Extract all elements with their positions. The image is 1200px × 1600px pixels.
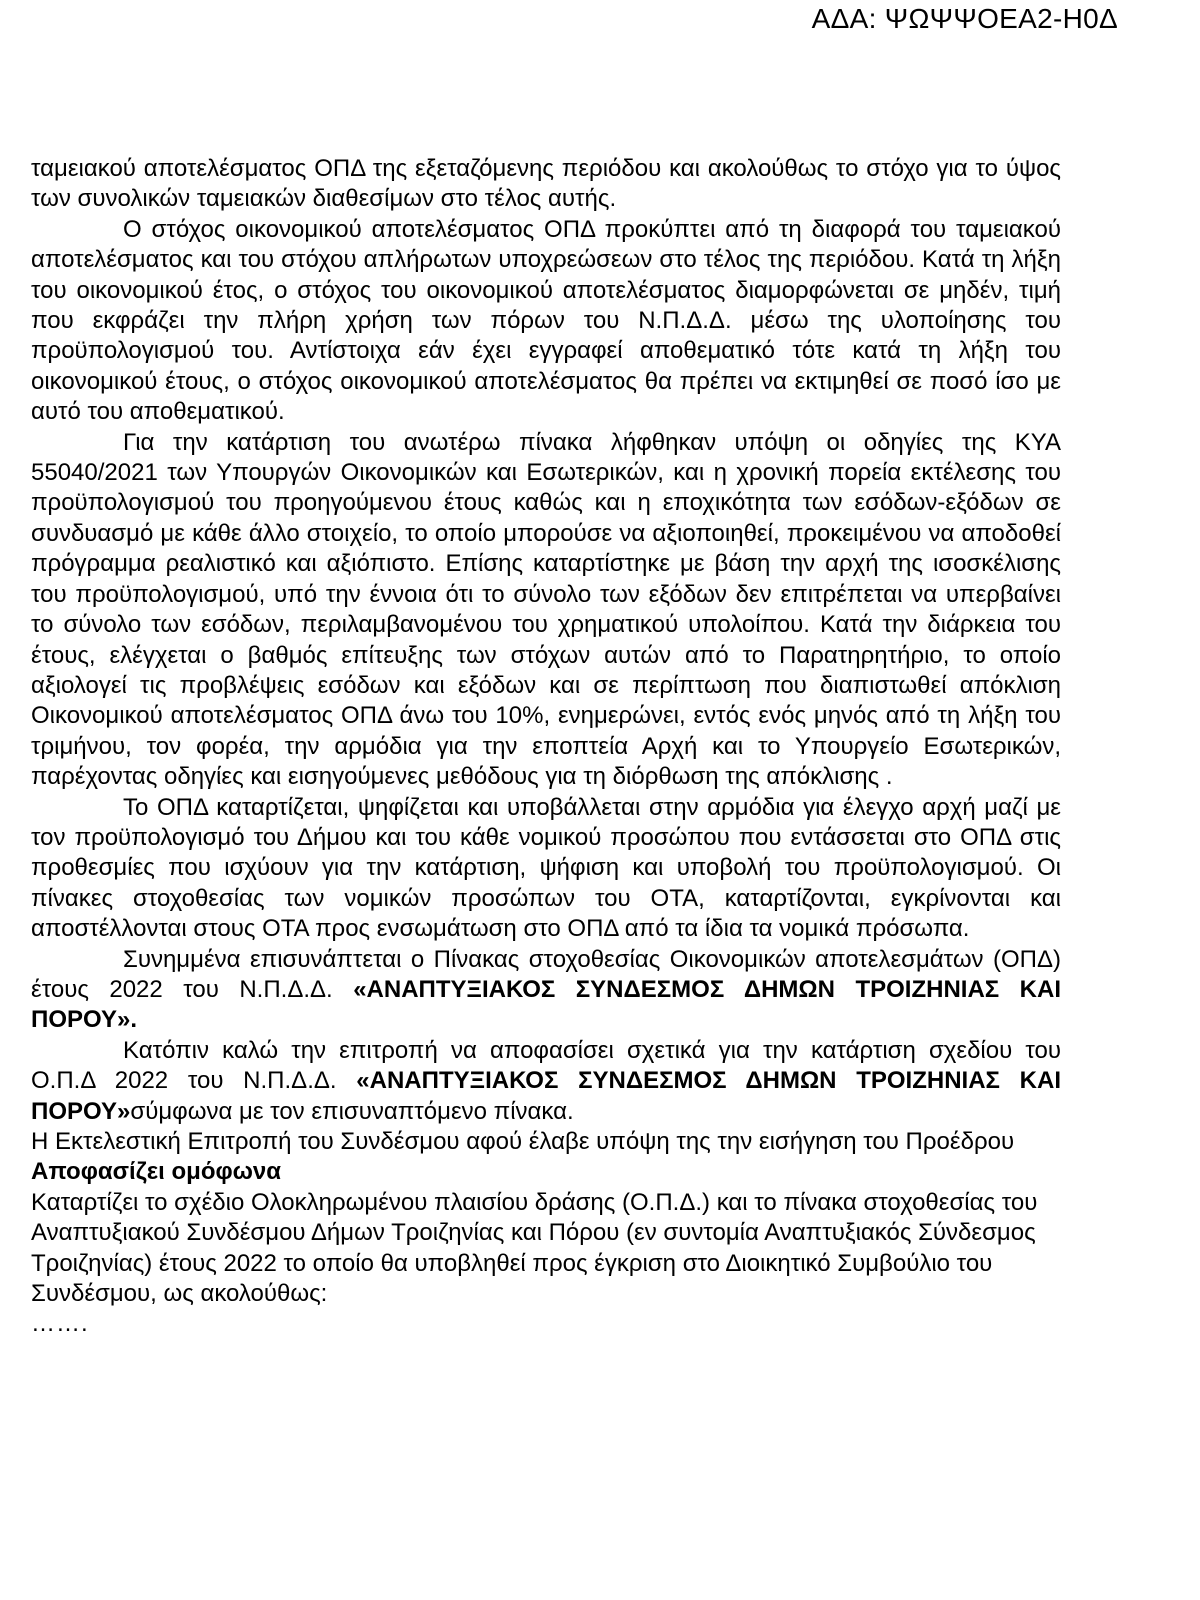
decision-heading: Αποφασίζει ομόφωνα — [31, 1158, 282, 1186]
paragraph-preparation-guidelines: Για την κατάρτιση του ανωτέρω πίνακα λήφθηκαν υπόψη οι οδηγίες της ΚΥΑ 55040/2021 των Υπουργών Οικονομικών και Εσωτερικών, και η χρονική πορεία εκτέλεσης του προϋπολογισμού του προηγούμενου έτους καθώς και η εποχικότητα των εσόδων-εξόδων σε συνδυασμό με κάθε άλλο στοιχείο, το οποίο μπορούσε να αξιοποιηθεί, προκειμένου να αποδοθεί πρόγραμμα ρεαλιστικό και αξιόπιστο. Επίσης καταρτίστηκε με βάση την αρχή της ισοσκέλισης του προϋπολογισμού, υπό την έννοια ότι το σύνολο των εξόδων δεν επιτρέπεται να υπερβαίνει το σύνολο των εσόδων, περιλαμβανομένου του χρηματικού υπολοίπου. Κατά την διάρκεια του έτους, ελέγχεται ο βαθμός επίτευξης των στόχων αυτών από το Παρατηρητήριο, το οποίο αξιολογεί τις προβλέψεις εσόδων και εξόδων και σε περίπτωση που διαπιστωθεί απόκλιση Οικονομικού αποτελέσματος ΟΠΔ άνω του 10%, ενημερώνει, εντός ενός μηνός από τη λήξη του τριμήνου, τον φορέα, την αρμόδια για την εποπτεία Αρχή και το Υπουργείο Εσωτερικών, παρέχοντας οδηγίες και εισηγούμενες μεθόδους για τη διόρθωση της απόκλισης . — [31, 428, 1061, 791]
ellipsis: ……. — [31, 1310, 89, 1338]
attachment-text: Συνημμένα επισυνάπτεται ο Πίνακας στοχοθεσίας Οικονομικών αποτελεσμάτων (ΟΠΔ) έτους 2022 του Ν.Π.Δ.Δ. — [31, 945, 1061, 1003]
association-name-bold: «ΑΝΑΠΤΥΞΙΑΚΟΣ ΣΥΝΔΕΣΜΟΣ ΔΗΜΩΝ ΤΡΟΙΖΗΝΙΑΣ ΚΑΙ ΠΟΡΟΥ». — [31, 975, 1061, 1034]
request-tail: σύμφωνα με τον επισυναπτόμενο πίνακα. — [130, 1097, 574, 1125]
paragraph-committee: Η Εκτελεστική Επιτροπή του Συνδέσμου αφού έλαβε υπόψη της την εισήγηση του Προέδρου — [31, 1128, 1015, 1155]
paragraph-financial-target: Ο στόχος οικονομικού αποτελέσματος ΟΠΔ προκύπτει από τη διαφορά του ταμειακού αποτελέσματος και του στόχου απλήρωτων υποχρεώσεων στο τέλος της περιόδου. Κατά τη λήξη του οικονομικού έτος, ο στόχος του οικονομικού αποτελέσματος διαμορφώνεται σε μηδέν, τιμή που εκφράζει την πλήρη χρήση των πόρων του Ν.Π.Δ.Δ. μέσω της υλοποίησης του προϋπολογισμού του. Αντίστοιχα εάν έχει εγγραφεί αποθεματικό τότε κατά τη λήξη του οικονομικού έτους, ο στόχος οικονομικού αποτελέσματος θα πρέπει να εκτιμηθεί σε ποσό ίσο με αυτό του αποθεματικού. — [31, 215, 1061, 426]
request-text: Κατόπιν καλώ την επιτροπή να αποφασίσει σχετικά για την κατάρτιση σχεδίου του Ο.Π.Δ 2022 του Ν.Π.Δ.Δ. — [31, 1036, 1061, 1095]
paragraph-committee-request — [31, 1036, 1061, 1127]
paragraph-cash-result: ταμειακού αποτελέσματος ΟΠΔ της εξεταζόμενης περιόδου και ακολούθως το στόχο για το ύψος των συνολικών ταμειακών διαθεσίμων στο τέλος αυτής. — [31, 155, 1061, 213]
paragraph-decision: Καταρτίζει το σχέδιο Ολοκληρωμένου πλαισίου δράσης (Ο.Π.Δ.) και το πίνακα στοχοθεσίας του Αναπτυξιακού Συνδέσμου Δήμων Τροιζηνίας και Πόρου (εν συντομία Αναπτυξιακός Σύνδεσμος Τροιζηνίας) έτους 2022 το οποίο θα υποβληθεί προς έγκριση στο Διοικητικό Συμβούλιο του Συνδέσμου, ως ακολούθως: — [31, 1188, 1038, 1308]
ada-code: ΑΔΑ: ΨΩΨΨΟΕΑ2-Η0Δ — [811, 3, 1118, 34]
paragraph-opd-submission: Το ΟΠΔ καταρτίζεται, ψηφίζεται και υποβάλλεται στην αρμόδια για έλεγχο αρχή μαζί με τον προϋπολογισμό του Δήμου και του κάθε νομικού προσώπου που εντάσσεται στο ΟΠΔ στις προθεσμίες που ισχύουν για την κατάρτιση, ψήφιση και υποβολή του προϋπολογισμού. Οι πίνακες στοχοθεσίας των νομικών προσώπων του ΟΤΑ, καταρτίζονται, εγκρίνονται και αποστέλλονται στους ΟΤΑ προς ενσωμάτωση στο ΟΠΔ από τα ίδια τα νομικά πρόσωπα. — [31, 793, 1061, 943]
document-body — [31, 154, 1061, 1340]
paragraph-attachment — [31, 945, 1061, 1036]
association-name-bold: «ΑΝΑΠΤΥΞΙΑΚΟΣ ΣΥΝΔΕΣΜΟΣ ΔΗΜΩΝ ΤΡΟΙΖΗΝΙΑΣ ΚΑΙ ΠΟΡΟΥ» — [31, 1067, 1061, 1125]
